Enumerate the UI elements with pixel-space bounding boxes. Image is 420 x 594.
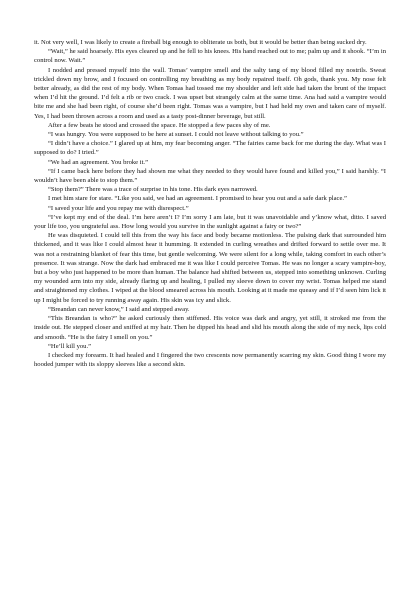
paragraph: “I saved your life and you repay me with disrespect.” xyxy=(48,204,189,212)
paragraph: “I’ve kept my end of the deal. I’m here aren’t I? I’m sorry I am late, but it was unavoidable and y’know what, ditto. I saved your life too, you ungrateful ass. How long would you survive in the sunlight against a fairy or two?” xyxy=(34,213,386,231)
paragraph: “Breandan can never know,” I said and stepped away. xyxy=(48,305,190,313)
document-page xyxy=(34,38,386,369)
paragraph: “If I came back here before they had shown me what they needed to they would have found and killed you,” I said harshly. “I wouldn’t have been able to stop them.” xyxy=(34,167,386,185)
paragraph: it. Not very well, I was likely to create a fireball big enough to obliterate us both, but it would be better than being sucked dry. xyxy=(34,39,367,46)
paragraph: “Stop them?” There was a trace of surprise in his tone. His dark eyes narrowed. xyxy=(48,186,258,194)
paragraph: I nodded and pressed myself into the wall. Tomas’ vampire smell and the salty tang of my blood filled my nostrils. Sweat trickled down my brow, and I focused on controlling my breathing as my body repaired itself. Oh gods, thank you. My nose felt better already, as did the rest of my body. When Tomas had tossed me my shoulder and left side had taken the brunt of the impact when I’d hit the ground. I’d felt a rib or two crack. I was upset but strangely calm at the same time. Ana had said a vampire would bite me and she had been right, of course she’d been right. Tomas was a vampire, but I had held my own and taken care of myself. Yes, I had been thrown across a room and used as a tasty post-dinner beverage, but still. xyxy=(34,66,386,120)
paragraph: He was disquieted. I could tell this from the way his face and body became motionless. The pulsing dark that surrounded him thickened, and it was like I could almost hear it humming. It extended in curling wreathes and drifted forward to settle over me. It was not a restraining blanket of fear this time, but gentle welcoming. We were silent for a long while, taking comfort in each other’s presence. It was strange. Now the dark had embraced me it was like I could perceive Tomas. He was no longer a scary vampire-boy, but a boy who just happened to be more than human. The balance had shifted between us, stepped into something unknown. Curling my wounded arm into my side, already flaring up and healing, I pulled my sleeve down to cover my wrist. Tomas helped me stand and straightened my clothes. I wiped at the blood smeared across his mouth. Looking at it made me queasy and if I’d seen him lick it up I might be forced to try running away again. His skin was icy and slick. xyxy=(34,232,386,304)
paragraph: After a few beats he stood and crossed the space. He stopped a few paces shy of me. xyxy=(48,121,271,129)
paragraph: “I didn’t have a choice.” I glared up at him, my fear becoming anger. “The fairies came back for me during the day. What was I supposed to do? I tried.” xyxy=(34,140,386,157)
paragraph: “We had an agreement. You broke it.” xyxy=(48,158,148,166)
paragraph: “Wait,” he said hoarsely. His eyes cleared up and he fell to his knees. His hand reached out to me; palm up and it shook. “I’m in control now. Wait.” xyxy=(34,48,386,65)
paragraph: “He’ll kill you.” xyxy=(48,342,92,350)
paragraph: I checked my forearm. It had healed and I fingered the two crescents now permanently scarring my skin. Good thing I wore my hooded jumper with its sloppy sleeves like a second skin. xyxy=(34,351,386,369)
paragraph: “This Breandan is who?” he asked curiously then stiffened. His voice was dark and angry, yet still, it stroked me from the inside out. He stepped closer and sniffed at my hair. Then he dipped his head and slid his mouth along the side of my neck, lips cold and smooth. “He is the fairy I smell on you.” xyxy=(34,315,386,341)
paragraph: “I was hungry. You were supposed to be here at sunset. I could not leave without talking to you.” xyxy=(48,131,304,139)
paragraph: I met him stare for stare. “Like you said, we had an agreement. I promised to hear you out and a safe dark place.” xyxy=(48,195,347,203)
